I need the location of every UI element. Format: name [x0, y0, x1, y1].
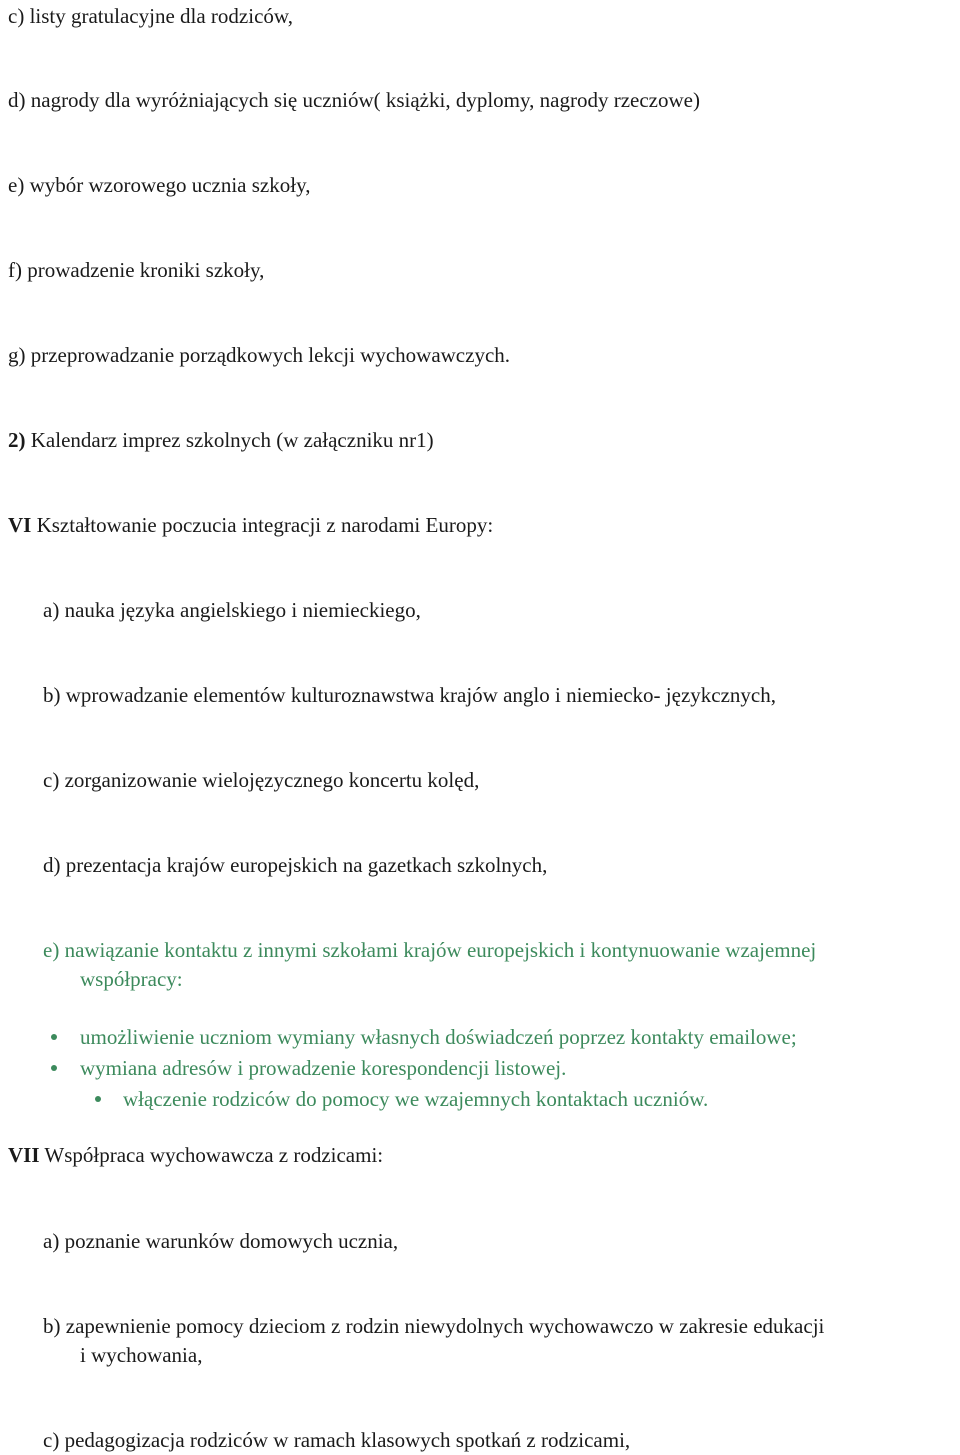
- list-item: f) prowadzenie kroniki szkoły,: [8, 258, 265, 282]
- list-item-continuation: i wychowania,: [80, 1343, 203, 1367]
- list-item: e) wybór wzorowego ucznia szkoły,: [8, 173, 311, 197]
- section-number: 2): [8, 428, 26, 452]
- list-item: d) prezentacja krajów europejskich na gazetkach szkolnych,: [43, 853, 548, 877]
- list-item: c) listy gratulacyjne dla rodziców,: [8, 4, 293, 28]
- list-item: b) zapewnienie pomocy dzieciom z rodzin niewydolnych wychowawczo w zakresie edukacji: [43, 1314, 825, 1338]
- bullet-item: włączenie rodziców do pomocy we wzajemnych kontaktach uczniów.: [123, 1087, 709, 1111]
- section-heading: [8, 426, 434, 454]
- list-item: g) przeprowadzanie porządkowych lekcji wychowawczych.: [8, 343, 511, 367]
- list-item: c) zorganizowanie wielojęzycznego koncertu kolęd,: [43, 768, 480, 792]
- list-item: b) wprowadzanie elementów kulturoznawstwa krajów anglo i niemiecko- językcznych,: [43, 683, 776, 707]
- list-item: c) pedagogizacja rodziców w ramach klasowych spotkań z rodzicami,: [43, 1428, 631, 1452]
- section-number: VI: [8, 513, 32, 537]
- bullet-icon: [51, 1034, 57, 1040]
- bullet-item: wymiana adresów i prowadzenie korespondencji listowej.: [80, 1056, 567, 1080]
- section-title: Kształtowanie poczucia integracji z narodami Europy:: [31, 513, 494, 537]
- list-item-continuation: współpracy:: [80, 967, 183, 991]
- section-number: VII: [8, 1143, 40, 1167]
- list-item: d) nagrody dla wyróżniających się uczniów( książki, dyplomy, nagrody rzeczowe): [8, 88, 700, 112]
- section-title: Kalendarz imprez szkolnych (w załączniku nr1): [25, 428, 434, 452]
- bullet-icon: [95, 1096, 101, 1102]
- bullet-item: umożliwienie uczniom wymiany własnych doświadczeń poprzez kontakty emailowe;: [80, 1025, 797, 1049]
- list-item: a) nauka języka angielskiego i niemieckiego,: [43, 598, 421, 622]
- section-heading: [8, 511, 493, 539]
- bullet-icon: [51, 1065, 57, 1071]
- section-heading: [8, 1141, 383, 1169]
- list-item: e) nawiązanie kontaktu z innymi szkołami krajów europejskich i kontynuowanie wzajemnej: [43, 938, 817, 962]
- list-item: a) poznanie warunków domowych ucznia,: [43, 1229, 399, 1253]
- section-title: Współpraca wychowawcza z rodzicami:: [39, 1143, 384, 1167]
